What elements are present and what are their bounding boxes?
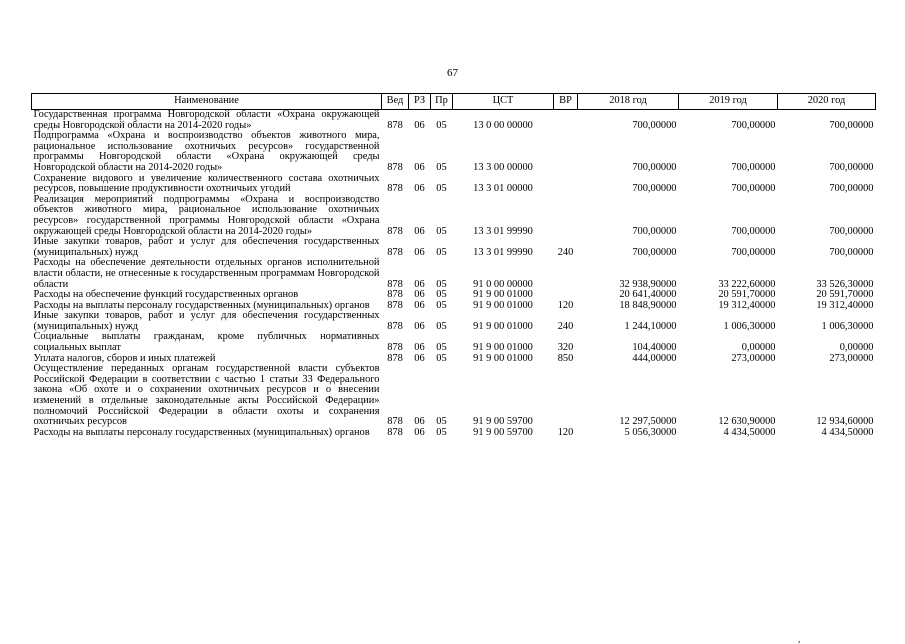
cell-2019: 0,00000 (741, 342, 776, 354)
table-header-row (32, 94, 876, 110)
cell-vr (554, 364, 578, 428)
col-header-cst: ЦСТ (453, 94, 554, 110)
cell-pr: 05 (436, 161, 447, 173)
cell-pr: 05 (436, 416, 447, 428)
cell-pr: 05 (436, 289, 447, 301)
cell-name: Иные закупки товаров, работ и услуг для обеспечения государственных (муниципальных) нужд (33, 236, 380, 258)
col-header-ved: Вед (382, 94, 409, 110)
table-row (32, 332, 876, 353)
cell-rz: 06 (414, 183, 425, 195)
cell-2018: 5 056,30000 (624, 426, 677, 438)
cell-2018: 12 297,50000 (619, 416, 677, 428)
col-header-name: Наименование (32, 94, 382, 110)
cell-ved: 878 (387, 278, 403, 290)
col-header-2019: 2019 год (679, 94, 778, 110)
cell-name: Иные закупки товаров, работ и услуг для обеспечения государственных (муниципальных) нужд (33, 310, 380, 332)
cell-pr: 05 (436, 119, 447, 131)
cell-name: Реализация мероприятий подпрограммы «Охрана и воспроизводство объектов животного мира, рациональное использование охотничьих ресурсов» государственной программы Новгородской области «Охрана окружающей среды Новгородской области на 2014-2020 годы» (33, 193, 380, 237)
col-header-vr: ВР (554, 94, 578, 110)
cell-2020: 700,00000 (829, 183, 874, 195)
cell-ved: 878 (387, 246, 403, 258)
cell-cst: 13 0 00 00000 (473, 119, 533, 131)
cell-ved: 878 (387, 416, 403, 428)
cell-pr: 05 (436, 320, 447, 332)
cell-2019: 1 006,30000 (723, 320, 776, 332)
cell-pr: 05 (436, 426, 447, 438)
cell-rz: 06 (414, 278, 425, 290)
cell-2018: 700,00000 (632, 161, 677, 173)
cell-cst: 91 9 00 01000 (473, 352, 533, 364)
cell-cst: 91 9 00 01000 (473, 299, 533, 311)
cell-rz: 06 (414, 225, 425, 237)
cell-2018: 1 244,10000 (624, 320, 677, 332)
cell-cst: 13 3 01 99990 (473, 225, 533, 237)
col-header-2020: 2020 год (778, 94, 876, 110)
cell-ved: 878 (387, 161, 403, 173)
cell-2019: 700,00000 (731, 246, 776, 258)
cell-vr: 120 (557, 299, 574, 311)
cell-cst: 91 9 00 59700 (473, 416, 533, 428)
cell-rz: 06 (414, 416, 425, 428)
cell-rz: 06 (414, 161, 425, 173)
table-row (32, 110, 876, 132)
cell-vr: 120 (557, 426, 574, 438)
cell-name: Сохранение видового и увеличение количественного состава охотничьих ресурсов, повышение продуктивности охотничьих угодий (33, 172, 380, 195)
cell-name: Расходы на выплаты персоналу государственных (муниципальных) органов (33, 299, 370, 311)
cell-vr (554, 174, 578, 195)
cell-rz: 06 (414, 352, 425, 364)
cell-rz: 06 (414, 119, 425, 131)
cell-rz: 06 (414, 299, 425, 311)
col-header-2018: 2018 год (578, 94, 679, 110)
cell-2020: 20 591,70000 (816, 289, 874, 301)
cell-rz: 06 (414, 320, 425, 332)
cell-2018: 700,00000 (632, 119, 677, 131)
table-row (32, 258, 876, 290)
cell-vr (554, 258, 578, 290)
cell-2018: 700,00000 (632, 225, 677, 237)
cell-2018: 18 848,90000 (619, 299, 677, 311)
cell-name: Расходы на выплаты персоналу государственных (муниципальных) органов (33, 426, 370, 438)
cell-cst: 13 3 00 00000 (473, 161, 533, 173)
cell-pr: 05 (436, 183, 447, 195)
cell-ved: 878 (387, 119, 403, 131)
cell-2020: 273,00000 (829, 352, 874, 364)
cell-name: Осуществление переданных органам государственной власти субъектов Российской Федерации в соответствии с частью 1 статьи 33 Федерального закона «Об охоте и о сохранении охотничьих ресурсов и о внесении изменений в отдельные законодательные акты Российской Федерации» полномочий Российской Федерации в области охоты и сохранения охотничьих ресурсов (33, 363, 380, 428)
cell-2018: 104,40000 (632, 342, 677, 354)
table-row (32, 174, 876, 195)
cell-cst: 91 0 00 00000 (473, 278, 533, 290)
cell-pr: 05 (436, 342, 447, 354)
cell-name: Государственная программа Новгородской области «Охрана окружающей среды Новгородской области на 2014-2020 годы» (33, 109, 380, 131)
cell-2019: 700,00000 (731, 161, 776, 173)
cell-pr: 05 (436, 352, 447, 364)
cell-2019: 4 434,50000 (723, 426, 776, 438)
cell-2020: 700,00000 (829, 246, 874, 258)
cell-ved: 878 (387, 342, 403, 354)
cell-ved: 878 (387, 299, 403, 311)
cell-2020: 4 434,50000 (821, 426, 874, 438)
cell-2018: 700,00000 (632, 246, 677, 258)
cell-ved: 878 (387, 426, 403, 438)
budget-table (31, 93, 876, 438)
cell-2020: 700,00000 (829, 119, 874, 131)
cell-2019: 700,00000 (731, 119, 776, 131)
cell-vr: 240 (557, 320, 574, 332)
cell-name: Социальные выплаты гражданам, кроме публичных нормативных социальных выплат (33, 331, 380, 354)
cell-pr: 05 (436, 246, 447, 258)
table-body (32, 110, 876, 439)
cell-pr: 05 (436, 225, 447, 237)
cell-2019: 20 591,70000 (718, 289, 776, 301)
cell-2018: 32 938,90000 (619, 278, 677, 290)
table-row (32, 237, 876, 258)
cell-vr: 240 (557, 246, 574, 258)
cell-rz: 06 (414, 246, 425, 258)
cell-name: Уплата налогов, сборов и иных платежей (33, 352, 216, 364)
cell-vr (554, 195, 578, 237)
cell-2019: 19 312,40000 (718, 299, 776, 311)
cell-2020: 12 934,60000 (816, 416, 874, 428)
cell-2020: 19 312,40000 (816, 299, 874, 311)
cell-cst: 91 9 00 59700 (473, 426, 533, 438)
cell-2018: 700,00000 (632, 183, 677, 195)
cell-2019: 33 222,60000 (718, 278, 776, 290)
cell-name: Расходы на обеспечение деятельности отдельных органов исполнительной власти области, не отнесенные к государственным программам Новгородской области (33, 257, 380, 290)
table-row (32, 311, 876, 332)
col-header-rz: РЗ (409, 94, 431, 110)
cell-rz: 06 (414, 289, 425, 301)
cell-cst: 91 9 00 01000 (473, 342, 533, 354)
cell-2020: 33 526,30000 (816, 278, 874, 290)
cell-cst: 13 3 01 00000 (473, 183, 533, 195)
cell-rz: 06 (414, 342, 425, 354)
cell-vr: 320 (557, 342, 574, 354)
cell-2020: 700,00000 (829, 161, 874, 173)
cell-ved: 878 (387, 289, 403, 301)
table-row (32, 195, 876, 237)
cell-vr: 850 (557, 352, 574, 364)
col-header-pr: Пр (431, 94, 453, 110)
table-row (32, 364, 876, 428)
cell-2019: 273,00000 (731, 352, 776, 364)
table-row (32, 131, 876, 173)
cell-pr: 05 (436, 278, 447, 290)
page-number: 67 (447, 67, 458, 79)
cell-vr (554, 110, 578, 132)
cell-2019: 700,00000 (731, 183, 776, 195)
cell-2020: 700,00000 (829, 225, 874, 237)
cell-2020: 1 006,30000 (821, 320, 874, 332)
cell-2020: 0,00000 (839, 342, 874, 354)
cell-ved: 878 (387, 225, 403, 237)
cell-ved: 878 (387, 183, 403, 195)
cell-name: Подпрограмма «Охрана и воспроизводство объектов животного мира, рациональное использование охотничьих ресурсов» государственной программы Новгородской области «Охрана окружающей среды Новгородской области на 2014-2020 годы» (33, 130, 380, 173)
cell-2018: 20 641,40000 (619, 289, 677, 301)
cell-ved: 878 (387, 352, 403, 364)
cell-cst: 91 9 00 01000 (473, 289, 533, 301)
scan-mark: , (798, 634, 801, 644)
cell-name: Расходы на обеспечение функций государственных органов (33, 289, 299, 301)
cell-cst: 91 9 00 01000 (473, 320, 533, 332)
table-row (32, 428, 876, 439)
cell-ved: 878 (387, 320, 403, 332)
cell-2019: 700,00000 (731, 225, 776, 237)
cell-pr: 05 (436, 299, 447, 311)
cell-cst: 13 3 01 99990 (473, 246, 533, 258)
cell-vr (554, 131, 578, 173)
cell-rz: 06 (414, 426, 425, 438)
cell-2019: 12 630,90000 (718, 416, 776, 428)
cell-2018: 444,00000 (632, 352, 677, 364)
